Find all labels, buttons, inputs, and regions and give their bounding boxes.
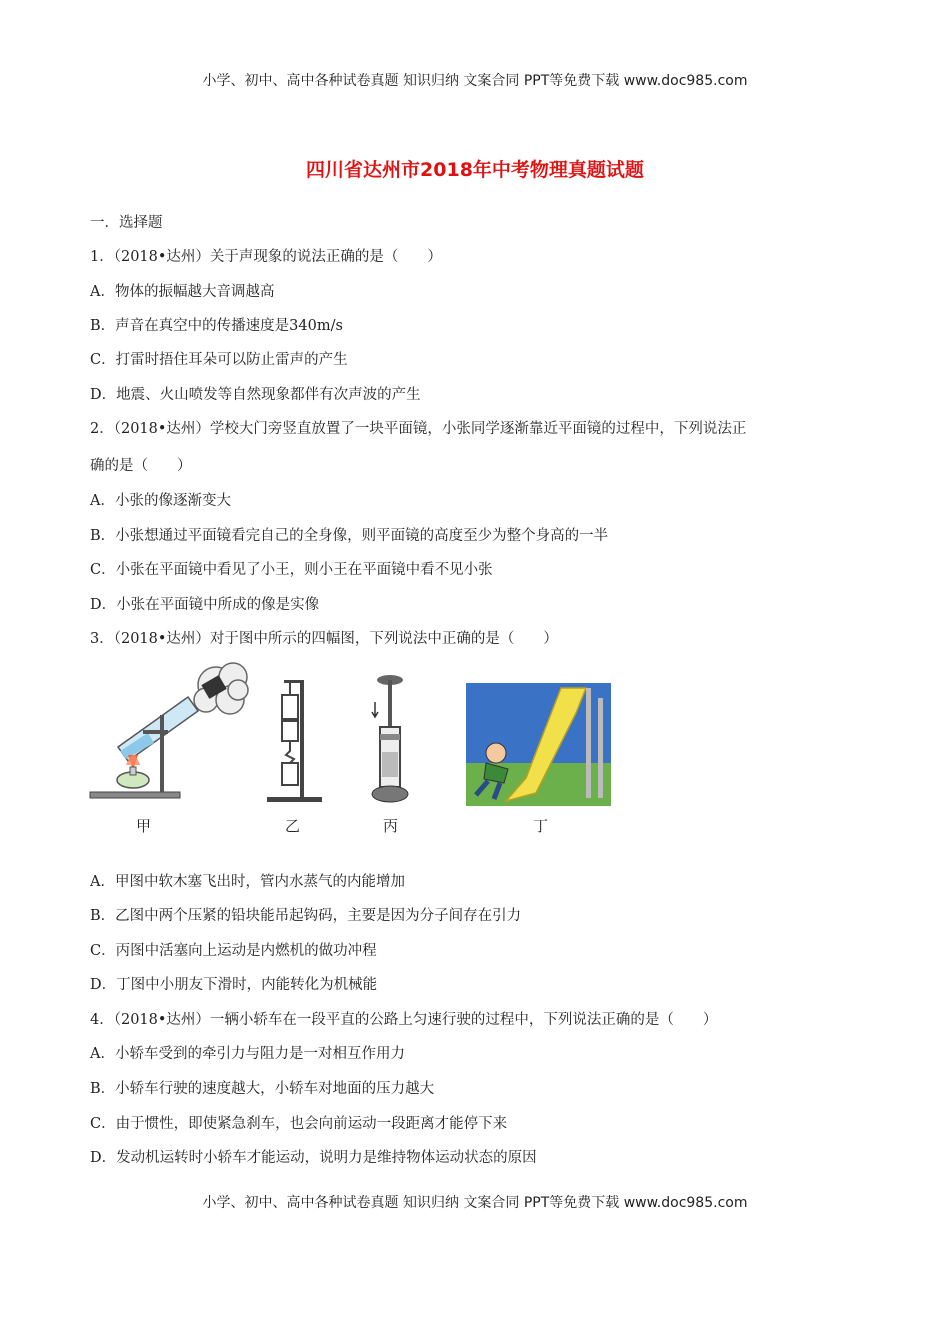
q3-stem: 3．（2018•达州）对于图中所示的四幅图，下列说法中正确的是（ ） [90,631,558,647]
caption-yi: 乙 [285,817,301,835]
footer-banner: 小学、初中、高中各种试卷真题 知识归纳 文案合同 PPT等免费下载 www.doc985.com [202,1195,748,1211]
q2-stem-line2: 确的是（ ） [90,458,192,474]
figure-ding-slide [466,683,611,806]
section-heading: 一．选择题 [90,215,163,231]
figure-bing-piston [365,672,415,807]
q1-option-d: D．地震、火山喷发等自然现象都伴有次声波的产生 [90,387,421,403]
page-title: 四川省达州市2018年中考物理真题试题 [306,159,644,181]
caption-jia: 甲 [136,817,152,835]
q1-option-c: C．打雷时捂住耳朵可以防止雷声的产生 [90,352,348,368]
q3-option-b: B．乙图中两个压紧的铅块能吊起钩码，主要是因为分子间存在引力 [90,908,522,924]
q2-option-b: B．小张想通过平面镜看完自己的全身像，则平面镜的高度至少为整个身高的一半 [90,528,609,544]
q1-option-b: B．声音在真空中的传播速度是340m/s [90,318,343,334]
caption-ding: 丁 [533,817,549,835]
q2-option-c: C．小张在平面镜中看见了小王，则小王在平面镜中看不见小张 [90,562,493,578]
q3-option-a: A．甲图中软木塞飞出时，管内水蒸气的内能增加 [90,874,405,890]
q3-option-c: C．丙图中活塞向上运动是内燃机的做功冲程 [90,943,377,959]
q4-stem: 4．（2018•达州）一辆小轿车在一段平直的公路上匀速行驶的过程中，下列说法正确的是（ ） [90,1012,718,1028]
q2-option-d: D．小张在平面镜中所成的像是实像 [90,597,320,613]
caption-bing: 丙 [383,817,399,835]
figure-yi-lead-blocks [262,675,327,805]
q4-option-a: A．小轿车受到的牵引力与阻力是一对相互作用力 [90,1046,405,1062]
q1-stem: 1．（2018•达州）关于声现象的说法正确的是（ ） [90,249,442,265]
q3-option-d: D．丁图中小朋友下滑时，内能转化为机械能 [90,977,378,993]
header-banner: 小学、初中、高中各种试卷真题 知识归纳 文案合同 PPT等免费下载 www.doc985.com [202,73,748,89]
q2-option-a: A．小张的像逐渐变大 [90,493,231,509]
q4-option-d: D．发动机运转时小轿车才能运动，说明力是维持物体运动状态的原因 [90,1150,537,1166]
q2-stem-line1: 2．（2018•达州）学校大门旁竖直放置了一块平面镜，小张同学逐渐靠近平面镜的过程中，下列说法正 [90,421,747,437]
q4-option-b: B．小轿车行驶的速度越大，小轿车对地面的压力越大 [90,1081,435,1097]
q4-option-c: C．由于惯性，即使紧急刹车，也会向前运动一段距离才能停下来 [90,1116,508,1132]
figure-jia-test-tube [88,655,253,805]
q1-option-a: A．物体的振幅越大音调越高 [90,284,275,300]
